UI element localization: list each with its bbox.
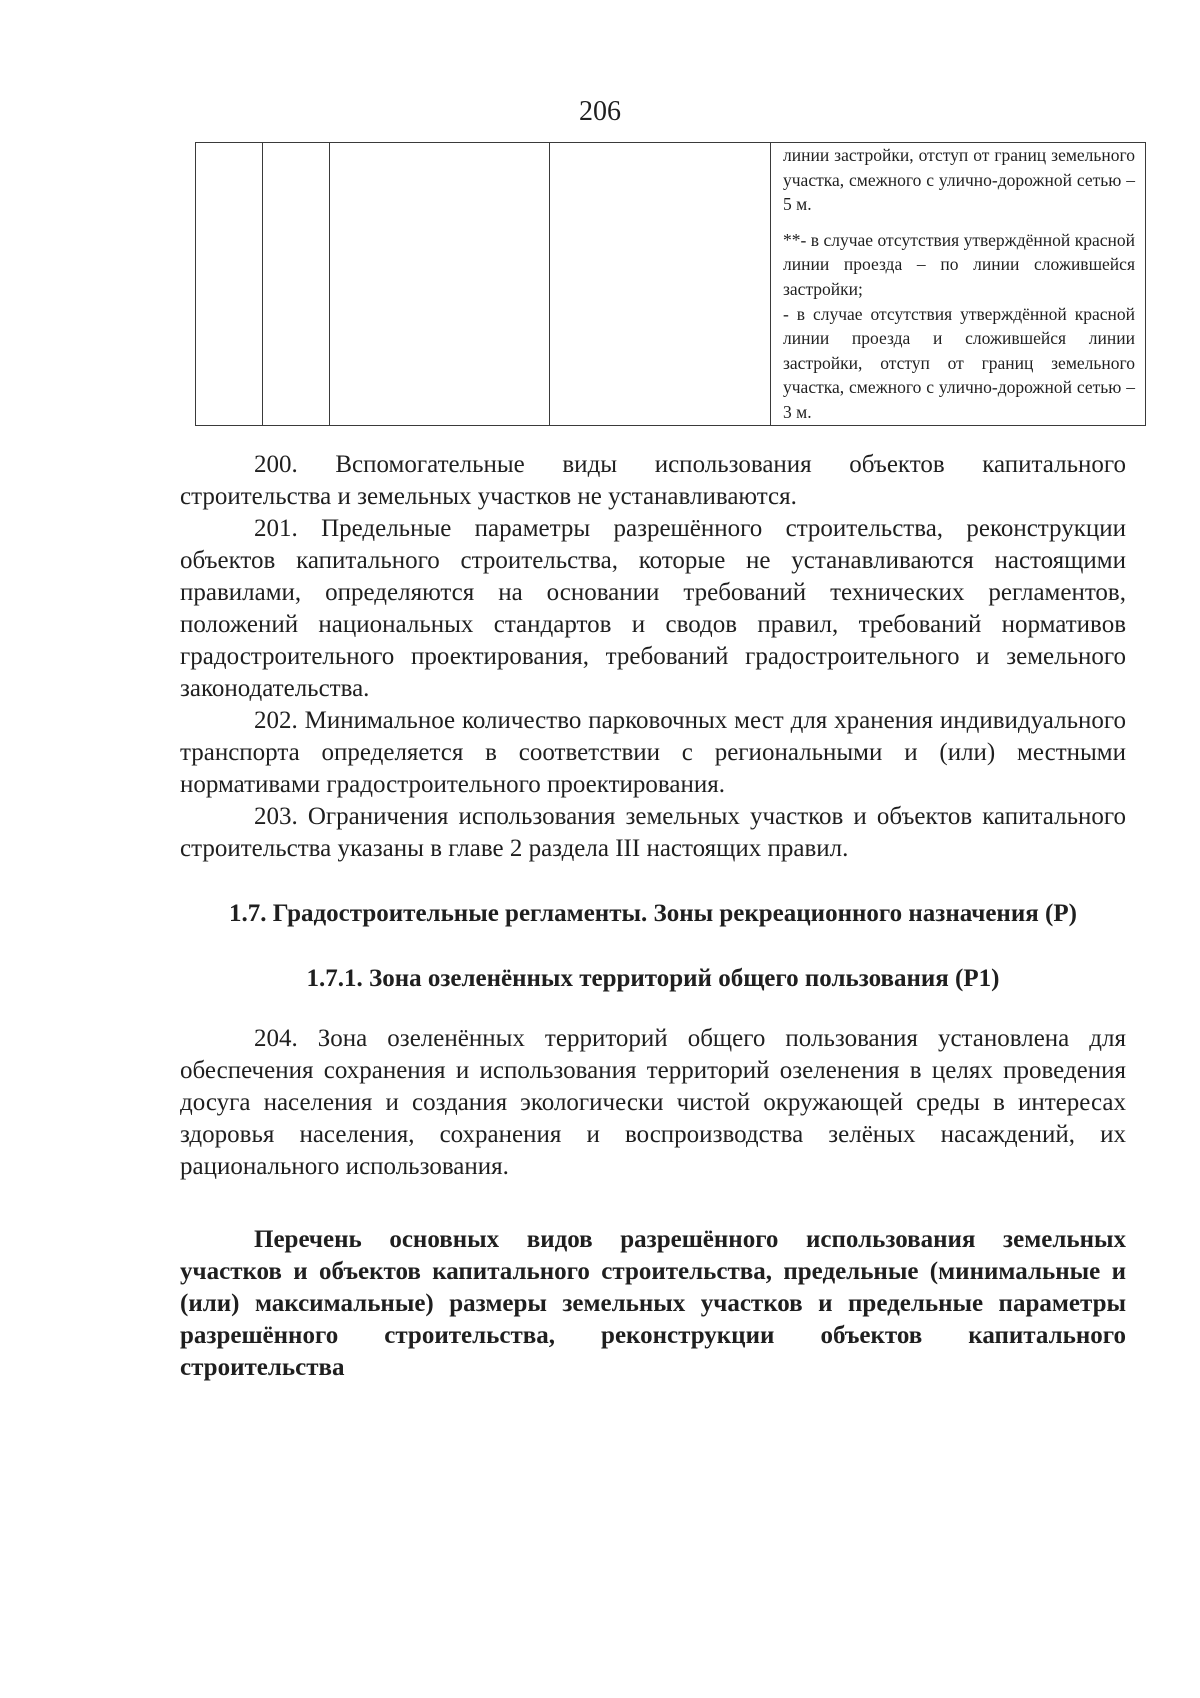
list-heading: Перечень основных видов разрешённого использования земельных участков и объектов капитального строительства, предельные (минимальные и (или) максимальные) размеры земельных участков и предельные параметры разрешённого строительства, реконструкции объектов капитального строительства bbox=[180, 1226, 1126, 1381]
subsection-heading: 1.7.1. Зона озеленённых территорий общего пользования (Р1) bbox=[306, 965, 1000, 992]
cell-paragraph: - в случае отсутствия утверждённой красной линии проезда и сложившейся линии застройки, отступ от границ земельного участка, смежного с улично-дорожной сетью – 3 м. bbox=[783, 303, 1135, 422]
table-cell bbox=[196, 143, 263, 426]
paragraph-204: 204. Зона озеленённых территорий общего пользования установлена для обеспечения сохранения и использования территорий озеленения в целях проведения досуга населения и создания экологически чистой окружающей среды в интересах здоровья населения, сохранения и воспроизводства зелёных насаждений, их рационального использования. bbox=[180, 1025, 1126, 1180]
table-cell bbox=[330, 143, 550, 426]
page-number: 206 bbox=[579, 96, 621, 127]
paragraph-202: 202. Минимальное количество парковочных мест для хранения индивидуального транспорта определяется в соответствии с региональными и (или) местными нормативами градостроительного проектирования. bbox=[180, 707, 1126, 798]
paragraphs-block bbox=[180, 449, 1126, 865]
continuation-table bbox=[195, 142, 1146, 426]
table-cell bbox=[550, 143, 771, 426]
paragraph-204-block bbox=[180, 1023, 1126, 1183]
table-cell-parameters bbox=[771, 143, 1146, 426]
paragraph-201: 201. Предельные параметры разрешённого строительства, реконструкции объектов капитального строительства, которые не устанавливаются настоящими правилами, определяются на основании требований технических регламентов, положений национальных стандартов и сводов правил, требований нормативов градостроительного проектирования, требований градостроительного и земельного законодательства. bbox=[180, 515, 1126, 702]
section-heading: 1.7. Градостроительные регламенты. Зоны рекреационного назначения (Р) bbox=[229, 900, 1077, 927]
table-row bbox=[196, 143, 1146, 426]
cell-paragraph: **- в случае отсутствия утверждённой красной линии проезда – по линии сложившейся застройки; bbox=[783, 229, 1135, 299]
table-cell bbox=[263, 143, 330, 426]
paragraph-200: 200. Вспомогательные виды использования объектов капитального строительства и земельных участков не устанавливаются. bbox=[180, 451, 1126, 510]
paragraph-203: 203. Ограничения использования земельных участков и объектов капитального строительства указаны в главе 2 раздела III настоящих правил. bbox=[180, 803, 1126, 862]
cell-paragraph: линии застройки, отступ от границ земельного участка, смежного с улично-дорожной сетью – 5 м. bbox=[783, 145, 1135, 215]
